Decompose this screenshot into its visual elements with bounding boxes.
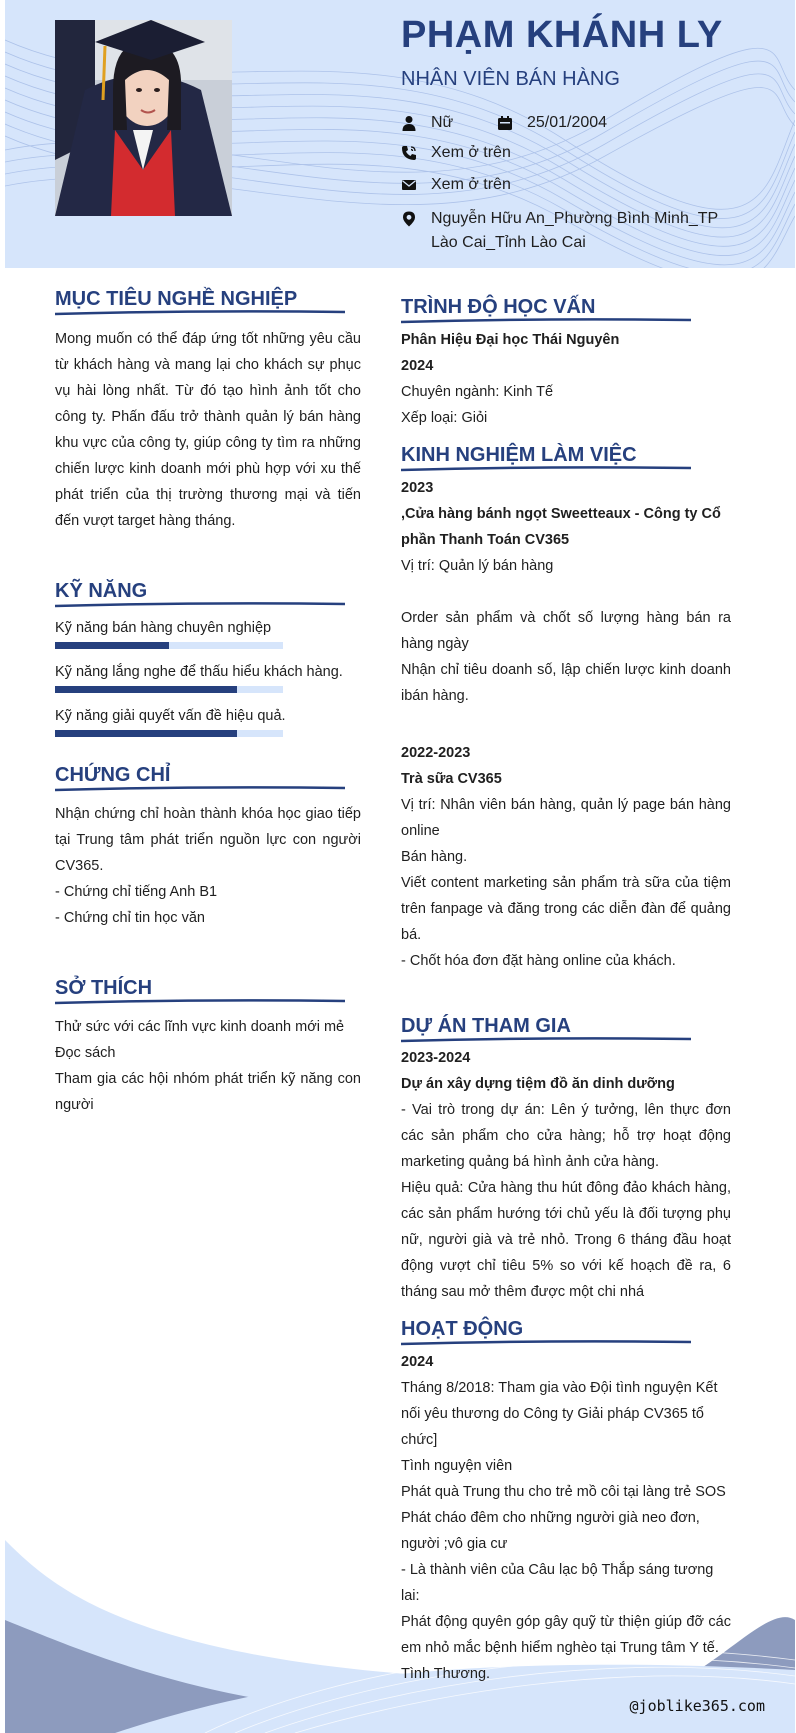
objective-paragraph: Mong muốn có thể đáp ứng tốt những yêu cầu từ khách hàng và mang lại cho khách sự phục vụ hài lòng nhất. Từ đó tạo hình ảnh tốt cho công ty. Phấn đấu trở thành quản lý bán hàng khu vực của công ty, giúp công ty tìm ra những chiến lược kinh doanh mới phù hợp với xu thế phát triển của thị trường thương mại và tiến đến vượt target hàng tháng. (55, 331, 361, 529)
person-icon (401, 115, 417, 131)
job-line: Order sản phẩm và chốt số lượng hàng bán ra hàng ngày (401, 610, 731, 652)
gender-value: Nữ (431, 114, 454, 131)
certificate-line: - Chứng chỉ tin học văn (55, 910, 205, 926)
job-line: Nhận chỉ tiêu doanh số, lập chiến lược kinh doanh ibán hàng. (401, 662, 731, 704)
skill-label: Kỹ năng bán hàng chuyên nghiệp (55, 620, 272, 636)
birthdate-value: 25/01/2004 (527, 114, 608, 131)
objective-text (55, 326, 361, 534)
activities-block (401, 1349, 731, 1687)
certificates-text (55, 801, 361, 931)
skill-bar (55, 642, 283, 649)
gender-birthdate-row (401, 111, 721, 135)
profile-photo (55, 20, 232, 216)
blank-line (401, 579, 731, 605)
projects-title: DỰ ÁN THAM GIA (401, 1015, 571, 1037)
education-major: Chuyên ngành: Kinh Tế (401, 384, 554, 400)
activity-line: Phát động quyên góp gây quỹ từ thiện giúp đỡ các em nhỏ mắc bệnh hiểm nghèo tại Trung tâm Y tế. (401, 1614, 731, 1656)
experience-title: KINH NGHIỆM LÀM VIỆC (401, 444, 637, 466)
skill-bar-fill (55, 686, 237, 693)
activity-line: Phát quà Trung thu cho trẻ mồ côi tại làng trẻ SOS (401, 1484, 726, 1500)
project-line: - Vai trò trong dự án: Lên ý tưởng, lên thực đơn các sản phẩm cho cửa hàng; hỗ trợ hoạt động marketing quảng bá hình ảnh cửa hàng. (401, 1102, 731, 1170)
experience-job-2 (401, 740, 731, 974)
email-row (401, 173, 721, 197)
address-row (401, 207, 741, 257)
activities-title: HOẠT ĐỘNG (401, 1318, 524, 1340)
envelope-icon (401, 177, 417, 193)
education-grade: Xếp loại: Giỏi (401, 410, 488, 426)
job-line: Viết content marketing sản phẩm trà sữa của tiệm trên fanpage và đăng trong các diễn đàn để quảng bá. (401, 875, 731, 943)
skill-label: Kỹ năng giải quyết vấn đề hiệu quả. (55, 708, 286, 724)
experience-title-underline (401, 465, 691, 473)
skills-title-underline (55, 601, 345, 609)
activity-line: - Là thành viên của Câu lạc bộ Thắp sáng tương lai: (401, 1562, 714, 1604)
job-company: ,Cửa hàng bánh ngọt Sweetteaux - Công ty Cổ phần Thanh Toán CV365 (401, 506, 721, 548)
job-position: Vị trí: Nhân viên bán hàng, quản lý page bán hàng online (401, 797, 731, 839)
hobbies-title: SỞ THÍCH (55, 977, 153, 999)
skills-title: KỸ NĂNG (55, 580, 148, 602)
activities-title-underline (401, 1339, 691, 1347)
skill-bar (55, 686, 283, 693)
education-title: TRÌNH ĐỘ HỌC VẤN (401, 296, 596, 318)
skill-bar-fill (55, 730, 237, 737)
job-title: NHÂN VIÊN BÁN HÀNG (401, 68, 620, 90)
activity-line: Phát cháo đêm cho những người già neo đơn, người ;vô gia cư (401, 1510, 700, 1552)
activity-line: Tình Thương. (401, 1666, 491, 1682)
email-value: Xem ở trên (431, 176, 511, 193)
job-period: 2023 (401, 480, 434, 496)
certificate-line: Nhận chứng chỉ hoàn thành khóa học giao tiếp tại Trung tâm phát triển nguồn lực con người CV365. (55, 806, 361, 874)
job-position: Vị trí: Quản lý bán hàng (401, 558, 554, 574)
activity-line: Tháng 8/2018: Tham gia vào Đội tình nguyện Kết nối yêu thương do Công ty Giải pháp CV365 tổ chức] (401, 1380, 718, 1448)
job-company: Trà sữa CV365 (401, 771, 502, 787)
activity-line: Tình nguyện viên (401, 1458, 513, 1474)
phone-row (401, 141, 721, 165)
job-line: Bán hàng. (401, 849, 468, 865)
graduate-portrait-image (55, 20, 232, 216)
hobby-line: Đọc sách (55, 1045, 116, 1061)
certificates-title-underline (55, 785, 345, 793)
project-period: 2023-2024 (401, 1050, 471, 1066)
objective-title-underline (55, 309, 345, 317)
footer-watermark: @joblike365.com (629, 1697, 765, 1715)
address-value: Nguyễn Hữu An_Phường Bình Minh_TP Lào Cai_Tỉnh Lào Cai (431, 210, 718, 251)
hobby-line: Thử sức với các lĩnh vực kinh doanh mới mẻ (55, 1019, 345, 1035)
skill-bar-fill (55, 642, 169, 649)
skill-bar (55, 730, 283, 737)
hobbies-text (55, 1014, 361, 1118)
certificate-line: - Chứng chỉ tiếng Anh B1 (55, 884, 218, 900)
objective-title: MỤC TIÊU NGHỀ NGHIỆP (55, 288, 298, 310)
calendar-icon (497, 115, 513, 131)
phone-value: Xem ở trên (431, 144, 511, 161)
map-pin-icon (401, 211, 417, 227)
projects-title-underline (401, 1036, 691, 1044)
activity-year: 2024 (401, 1354, 434, 1370)
skill-label: Kỹ năng lắng nghe để thấu hiểu khách hàng. (55, 664, 343, 680)
project-line: Hiệu quả: Cửa hàng thu hút đông đảo khách hàng, các sản phẩm hướng tới chủ yếu là đối tượng phụ nữ, người già và trẻ nhỏ. Trong 6 tháng đầu hoạt động vượt chỉ tiêu 5% so với kế hoạch đề ra, 6 tháng sau mở thêm được một chi nhá (401, 1180, 731, 1300)
certificates-title: CHỨNG CHỈ (55, 764, 171, 786)
cv-page (5, 0, 795, 1733)
hobbies-title-underline (55, 998, 345, 1006)
education-title-underline (401, 317, 691, 325)
education-block (401, 327, 731, 431)
candidate-name: PHẠM KHÁNH LY (401, 14, 723, 56)
job-period: 2022-2023 (401, 745, 471, 761)
school-name: Phân Hiệu Đại học Thái Nguyên (401, 332, 620, 348)
education-year: 2024 (401, 358, 434, 374)
job-line: - Chốt hóa đơn đặt hàng online của khách. (401, 953, 676, 969)
experience-job-1 (401, 475, 731, 709)
project-block (401, 1045, 731, 1305)
project-name: Dự án xây dựng tiệm đồ ăn dinh dưỡng (401, 1076, 675, 1092)
hobby-line: Tham gia các hội nhóm phát triển kỹ năng con người (55, 1071, 361, 1113)
phone-icon (401, 145, 417, 161)
